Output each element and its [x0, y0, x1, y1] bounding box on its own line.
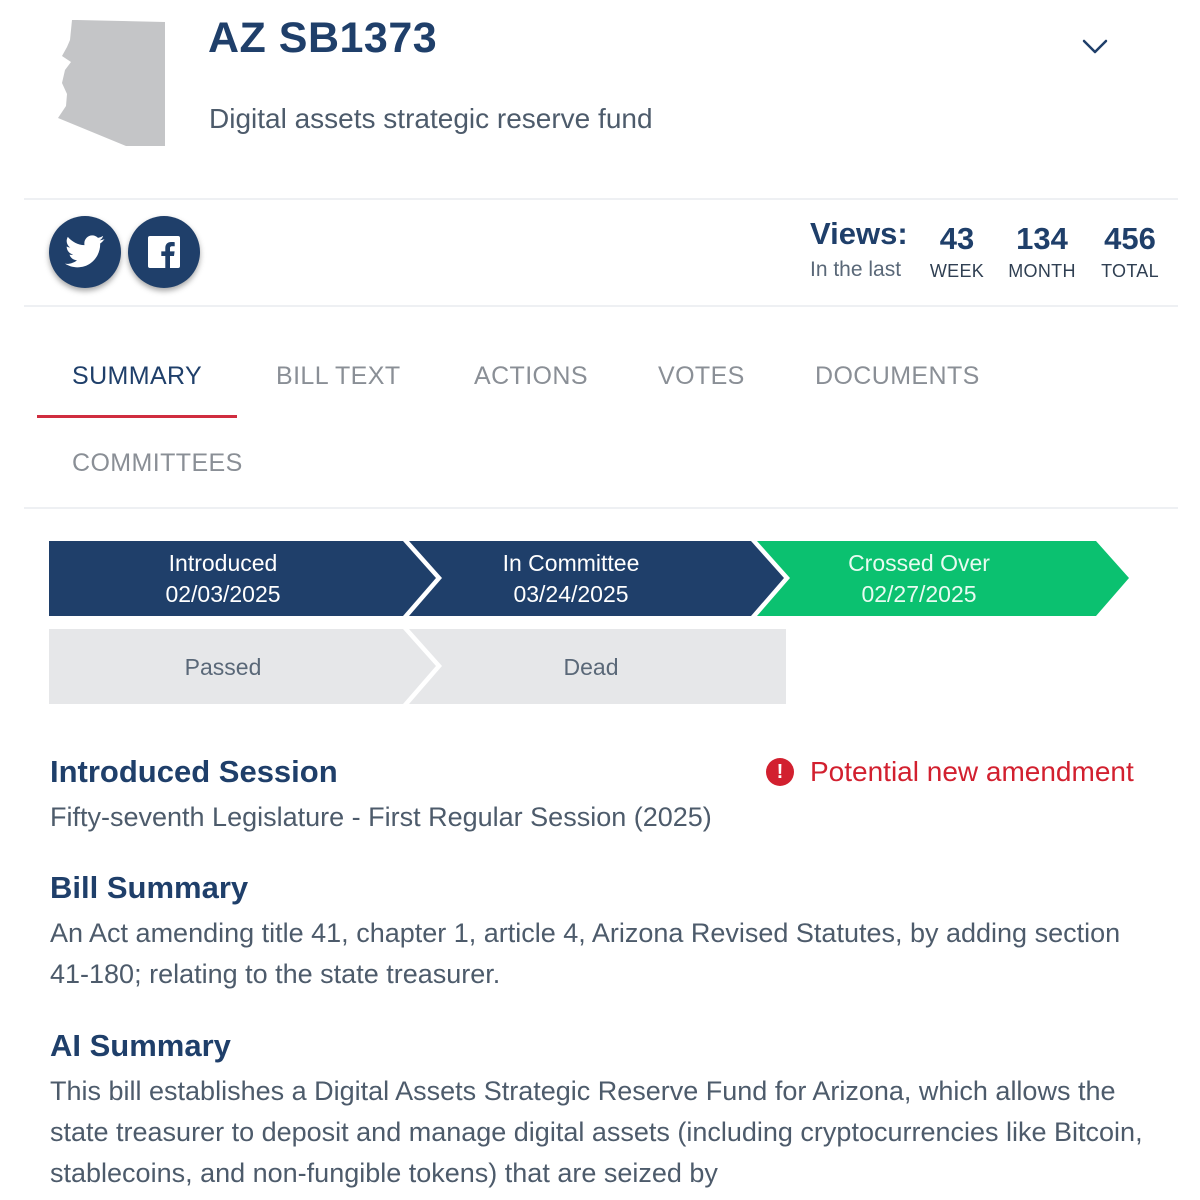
views-week-label: WEEK: [929, 261, 985, 281]
stage-introduced-label: Introduced: [168, 550, 278, 576]
bill-subtitle: Digital assets strategic reserve fund: [209, 103, 653, 134]
stage-crossed-over: [757, 548, 1081, 610]
views-month-value: 134: [1016, 221, 1068, 256]
stage-dead: Dead: [563, 654, 619, 680]
ai-summary-body: This bill establishes a Digital Assets Strategic Reserve Fund for Arizona, which allows the state treasurer to deposit and manage digital assets (including cryptocurrencies like Bitcoin, stablecoins, and non-fungible tokens) that are seized by: [50, 1076, 1143, 1188]
stage-crossed-over-date: 02/27/2025: [861, 581, 977, 607]
tab-committees[interactable]: COMMITTEES: [72, 449, 243, 477]
views-week-value: 43: [939, 221, 975, 256]
ai-summary-heading: AI Summary: [50, 1028, 231, 1063]
views-total-value: 456: [1104, 221, 1156, 256]
amendment-notice[interactable]: [766, 756, 1134, 788]
amendment-text: Potential new amendment: [810, 756, 1134, 787]
bill-summary-body: An Act amending title 41, chapter 1, article 4, Arizona Revised Statutes, by adding section 41-180; relating to the state treasurer.: [50, 918, 1121, 989]
bill-title: AZ SB1373: [208, 14, 438, 62]
views-month-label: MONTH: [1008, 261, 1076, 281]
views-sublabel: In the last: [810, 258, 902, 281]
views-total-label: TOTAL: [1101, 261, 1159, 281]
views-label: Views:: [810, 216, 908, 251]
bill-summary-heading: Bill Summary: [50, 870, 249, 905]
tab-bill-text[interactable]: BILL TEXT: [276, 362, 401, 390]
tab-summary[interactable]: SUMMARY: [72, 362, 203, 390]
tab-actions[interactable]: ACTIONS: [474, 362, 588, 390]
session-heading: Introduced Session: [50, 754, 338, 789]
stage-in-committee: [409, 548, 733, 610]
tab-votes[interactable]: VOTES: [658, 362, 745, 390]
tab-documents[interactable]: DOCUMENTS: [815, 362, 980, 390]
session-body: Fifty-seventh Legislature - First Regular Session (2025): [50, 802, 712, 832]
stage-in-committee-label: In Committee: [502, 550, 640, 576]
stage-passed: Passed: [184, 654, 262, 680]
stage-in-committee-date: 03/24/2025: [513, 581, 629, 607]
stage-crossed-over-label: Crossed Over: [848, 550, 990, 576]
stage-introduced-date: 02/03/2025: [165, 581, 281, 607]
stage-introduced: [49, 548, 397, 610]
alert-icon: !: [766, 758, 794, 786]
